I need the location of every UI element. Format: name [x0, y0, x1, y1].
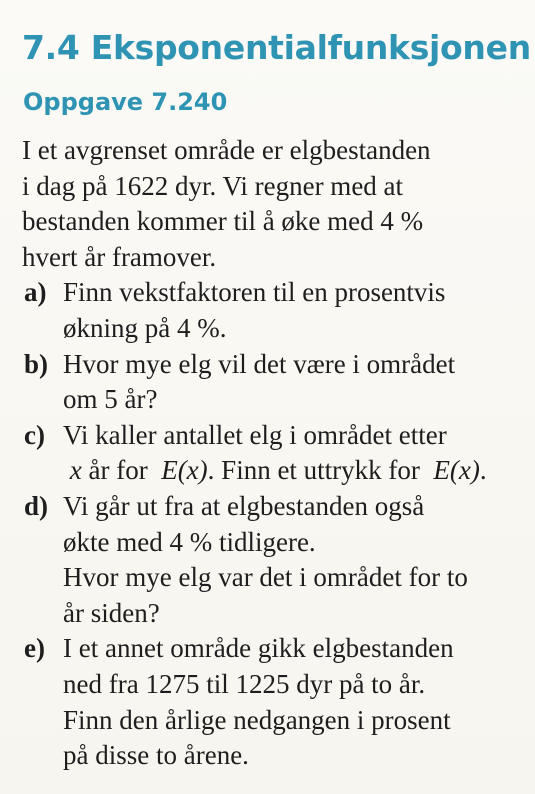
subtask-c — [22, 418, 527, 489]
subtask-line: Hvor mye elg var det i området for to — [63, 562, 468, 593]
subtask-line: Finn vekstfaktoren til en prosentvis — [63, 277, 446, 308]
intro-line: I et avgrenset område er elgbestanden — [22, 135, 431, 165]
intro-line: i dag på 1622 dyr. Vi regner med at — [22, 170, 404, 201]
subtask-label: a) — [24, 277, 47, 308]
subtask-label: c) — [24, 419, 45, 450]
subtask-a — [22, 275, 527, 346]
subtask-line: økte med 4 % tidligere. — [63, 526, 316, 557]
subtask-line: år siden? — [63, 597, 160, 628]
text-fragment: . — [479, 455, 487, 486]
function-e-of-x: E(x) — [161, 455, 208, 486]
text-fragment: . Finn et uttrykk for — [207, 455, 427, 486]
text-fragment: år for — [81, 455, 155, 486]
function-e-of-x: E(x) — [433, 455, 480, 486]
subtask-line: ned fra 1275 til 1225 dyr på to år. — [63, 668, 426, 699]
subtask-line: Finn den årlige nedgangen i prosent — [63, 704, 451, 735]
task-title: Oppgave 7.240 — [23, 88, 228, 116]
variable-x: x — [69, 455, 82, 486]
section-title: 7.4 Eksponentialfunksjonen — [22, 28, 531, 67]
subtask-line: Vi går ut fra at elgbestanden også — [63, 490, 425, 521]
subtask-label: e) — [24, 633, 45, 664]
intro-paragraph — [22, 133, 527, 275]
subtask-label: b) — [24, 348, 49, 379]
subtask-e — [22, 631, 527, 773]
subtask-line: økning på 4 %. — [63, 312, 227, 343]
intro-line: bestanden kommer til å øke med 4 % — [22, 206, 424, 237]
task-body — [22, 133, 527, 774]
subtask-line: Vi kaller antallet elg i området etter — [63, 419, 447, 450]
intro-line: hvert år framover. — [22, 241, 217, 272]
subtask-b — [22, 347, 527, 418]
subtask-line: Hvor mye elg vil det være i området — [63, 348, 456, 379]
subtask-label: d) — [24, 490, 49, 521]
subtask-line — [63, 453, 527, 489]
subtask-line: på disse to årene. — [63, 740, 249, 771]
subtask-line: om 5 år? — [63, 384, 158, 415]
subtask-line: I et annet område gikk elgbestanden — [63, 633, 454, 664]
subtask-d — [22, 489, 527, 631]
